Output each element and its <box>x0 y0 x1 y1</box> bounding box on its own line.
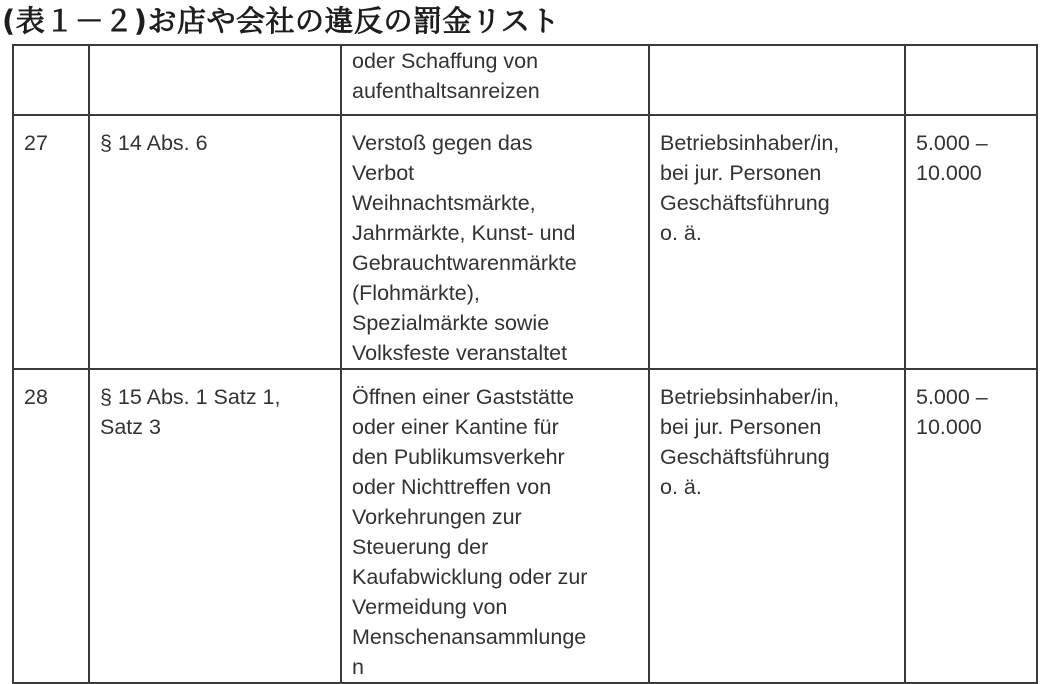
row-number-cell: 28 <box>13 369 89 683</box>
fines-table <box>12 44 1038 684</box>
row-number-cell <box>13 45 89 115</box>
legal-norm-cell: § 15 Abs. 1 Satz 1, Satz 3 <box>89 369 341 683</box>
table-row <box>13 115 1037 369</box>
legal-norm-cell: § 14 Abs. 6 <box>89 115 341 369</box>
legal-norm-cell <box>89 45 341 115</box>
violation-description-cell: Öffnen einer Gaststätte oder einer Kantine für den Publikumsverkehr oder Nichttreffen von Vorkehrungen zur Steuerung der Kaufabwicklung oder zur Vermeidung von Menschenansammlunge n <box>341 369 649 683</box>
violation-description-cell: oder Schaffung von aufenthaltsanreizen <box>341 45 649 115</box>
row-number-cell: 27 <box>13 115 89 369</box>
fine-amount-cell <box>905 45 1037 115</box>
responsible-person-cell <box>649 45 905 115</box>
violation-description-cell: Verstoß gegen das Verbot Weihnachtsmärkte, Jahrmärkte, Kunst- und Gebrauchtwarenmärkte (Flohmärkte), Spezialmärkte sowie Volksfeste veranstaltet <box>341 115 649 369</box>
table-row <box>13 369 1037 683</box>
table-row <box>13 45 1037 115</box>
fine-amount-cell: 5.000 – 10.000 <box>905 369 1037 683</box>
responsible-person-cell: Betriebsinhaber/in, bei jur. Personen Geschäftsführung o. ä. <box>649 115 905 369</box>
page-title: (表１－２)お店や会社の違反の罰金リスト <box>2 4 560 38</box>
responsible-person-cell: Betriebsinhaber/in, bei jur. Personen Geschäftsführung o. ä. <box>649 369 905 683</box>
fine-amount-cell: 5.000 – 10.000 <box>905 115 1037 369</box>
